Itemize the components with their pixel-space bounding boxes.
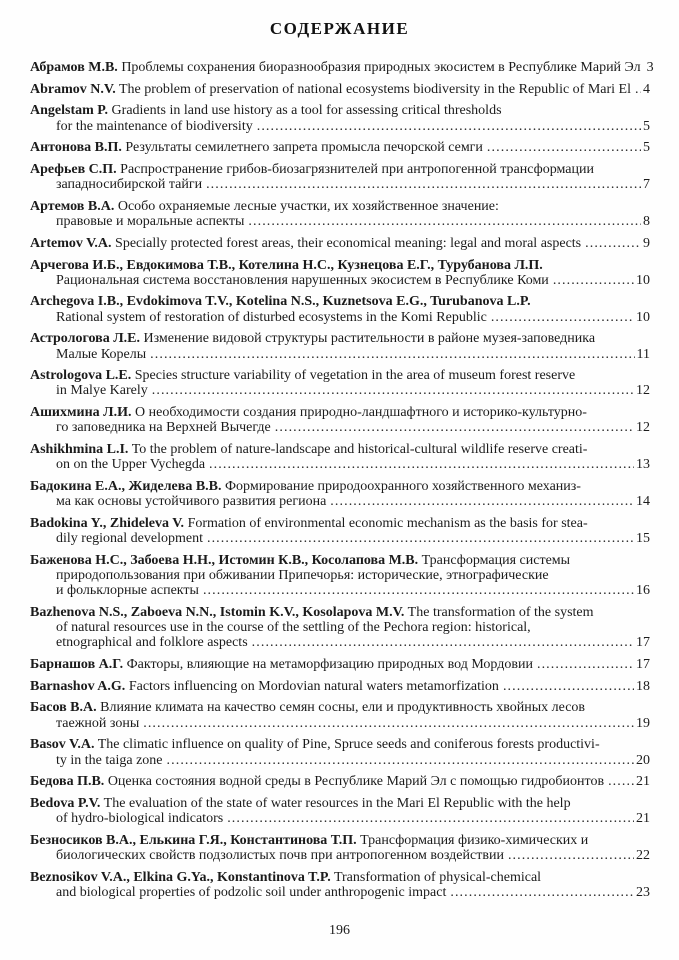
toc-entry-line xyxy=(30,420,650,435)
entry-page-number: 13 xyxy=(636,457,650,473)
toc-entry xyxy=(30,199,650,229)
toc-entry-authors: Бадокина Е.А., Жиделева В.В. xyxy=(30,478,222,494)
toc-entry-text: Beznosikov V.A., Elkina G.Ya., Konstantinova T.P. Transformation of physical-chemical xyxy=(30,869,542,885)
toc-entry-text: Bazhenova N.S., Zaboeva N.N., Istomin K.V., Kosolapova M.V. The transformation of the system xyxy=(30,604,594,620)
toc-entry-text: правовые и моральные аспекты xyxy=(56,214,245,230)
toc-entry-text: Rational system of restoration of disturbed ecosystems in the Komi Republic xyxy=(56,309,487,325)
page-footer-number: 196 xyxy=(329,923,350,938)
toc-entry-text: on on the Upper Vychegda xyxy=(56,457,206,473)
toc-entry xyxy=(30,553,650,599)
toc-entry-line xyxy=(30,848,650,863)
toc-entry-authors: Басов В.А. xyxy=(30,700,97,716)
entry-page-number: 21 xyxy=(636,774,650,790)
toc-entry-line xyxy=(30,494,650,509)
entry-page-number: 7 xyxy=(643,177,650,193)
entry-page-number: 11 xyxy=(636,346,650,362)
toc-entry-line xyxy=(30,214,650,229)
toc-entry-text: и фольклорные аспекты xyxy=(56,583,199,599)
toc-entry-text: Арефьев С.П. Распространение грибов-биозагрязнителей при антропогенной трансформации xyxy=(30,162,594,178)
dot-leader xyxy=(503,679,634,694)
entry-page-number: 3 xyxy=(646,60,654,75)
dot-leader xyxy=(167,753,634,768)
toc-entry-authors: Барнашов А.Г. xyxy=(30,657,124,672)
toc-entry xyxy=(30,870,650,900)
toc-entry xyxy=(30,236,650,251)
toc-entry-text: Астрологова Л.Е. Изменение видовой структуры растительности в районе музея-заповедника xyxy=(30,331,596,347)
toc-entry-line xyxy=(30,635,650,650)
toc-entry-line xyxy=(30,258,650,273)
dot-leader xyxy=(508,848,634,863)
toc-entry-line xyxy=(30,568,650,583)
toc-entry xyxy=(30,833,650,863)
toc-entry-authors: Антонова В.П. xyxy=(30,140,122,156)
toc-entry-line xyxy=(30,331,650,346)
toc-entry-text: Barnashov A.G. Factors influencing on Mordovian natural waters metamorfization xyxy=(30,678,499,694)
toc-entry-text: го заповедника на Верхней Вычегде xyxy=(56,420,271,436)
toc-entry-text: and biological properties of podzolic soil under anthropogenic impact xyxy=(56,884,447,900)
toc-entry-authors: Арчегова И.Б., Евдокимова Т.В., Котелина Н.С., Кузнецова Е.Г., Турубанова Л.П. xyxy=(30,257,543,273)
toc-entry-line xyxy=(30,479,650,494)
dot-leader xyxy=(209,457,634,472)
toc-entry-text: ty in the taiga zone xyxy=(56,752,163,768)
dot-leader xyxy=(635,82,641,97)
toc-entry-authors: Астрологова Л.Е. xyxy=(30,331,140,347)
toc-entry-authors: Ашихмина Л.И. xyxy=(30,405,132,421)
entry-page-number: 19 xyxy=(636,715,650,731)
dot-leader xyxy=(227,811,634,826)
dot-leader xyxy=(491,310,634,325)
toc-entry-line xyxy=(30,516,650,531)
toc-entry-text: Абрамов М.В. Проблемы сохранения биоразнообразия природных экосистем в Республике Марий Эл xyxy=(30,60,641,75)
toc-entry-text: for the maintenance of biodiversity xyxy=(56,118,253,134)
toc-entry-line xyxy=(30,870,650,885)
toc-entry-line xyxy=(30,700,650,715)
entry-page-number: 9 xyxy=(643,235,650,251)
toc-entry-text: dily regional development xyxy=(56,531,203,547)
entry-page-number: 22 xyxy=(636,848,650,864)
toc-entry xyxy=(30,140,650,155)
dot-leader xyxy=(257,119,641,134)
dot-leader xyxy=(608,774,634,789)
entry-page-number: 18 xyxy=(636,678,650,694)
toc-entry-text: Basov V.A. The climatic influence on quality of Pine, Spruce seeds and coniferous forests productivi- xyxy=(30,737,600,753)
toc-entry-line xyxy=(30,737,650,752)
toc-entry xyxy=(30,442,650,472)
toc-entry-line xyxy=(30,442,650,457)
toc-entry xyxy=(30,657,650,672)
entry-page-number: 12 xyxy=(636,420,650,436)
toc-entry xyxy=(30,162,650,192)
toc-entry xyxy=(30,796,650,826)
toc-entry xyxy=(30,103,650,133)
toc-entry-text xyxy=(30,258,543,273)
toc-entry-line xyxy=(30,199,650,214)
dot-leader xyxy=(248,214,641,229)
toc-entry-line xyxy=(30,368,650,383)
entry-page-number: 15 xyxy=(636,531,650,547)
toc-entry-text: Баженова Н.С., Забоева Н.Н., Истомин К.В., Косолапова М.В. Трансформация системы xyxy=(30,552,571,568)
toc-entry-text: Angelstam P. Gradients in land use history as a tool for assessing critical thresholds xyxy=(30,103,502,119)
toc-entry xyxy=(30,294,650,324)
toc-entry-text: Ashikhmina L.I. To the problem of nature-landscape and historical-cultural wildlife reserve creati- xyxy=(30,442,588,458)
toc-entry-text: of natural resources use in the course of the settling of the Pechora region: historical, xyxy=(56,620,531,636)
entry-page-number: 23 xyxy=(636,884,650,900)
toc-entry-authors: Basov V.A. xyxy=(30,737,95,753)
toc-entry-text: Барнашов А.Г. Факторы, влияющие на метаморфизацию природных вод Мордовии xyxy=(30,657,533,672)
entry-page-number: 14 xyxy=(636,494,650,510)
toc-entry-text: Astrologova L.E. Species structure variability of vegetation in the area of museum forest reserve xyxy=(30,368,576,384)
page-title: СОДЕРЖАНИЕ xyxy=(269,19,410,38)
toc-entry-authors: Артемов В.А. xyxy=(30,198,115,214)
entry-page-number: 5 xyxy=(643,118,650,134)
toc-entry-text: таежной зоны xyxy=(56,715,140,731)
toc-entry-authors: Badokina Y., Zhideleva V. xyxy=(30,515,185,531)
entry-page-number: 8 xyxy=(643,214,650,230)
toc-entry-authors: Archegova I.B., Evdokimova T.V., Kotelina N.S., Kuznetsova E.G., Turubanova L.P. xyxy=(30,294,531,310)
toc-entry-text: Abramov N.V. The problem of preservation of national ecosystems biodiversity in the Republic of Mari El xyxy=(30,81,631,97)
entry-page-number: 21 xyxy=(636,811,650,827)
toc-entry-line xyxy=(30,553,650,568)
toc-entry-line xyxy=(30,294,650,309)
toc-entry xyxy=(30,331,650,361)
dot-leader xyxy=(585,236,641,251)
toc-entry-line xyxy=(30,273,650,288)
toc-entry-line xyxy=(30,236,650,251)
toc-entry xyxy=(30,516,650,546)
toc-entry-line xyxy=(30,774,650,789)
toc-entry-text: Антонова В.П. Результаты семилетнего запрета промысла печорской семги xyxy=(30,140,483,156)
toc-entry-line xyxy=(30,620,650,635)
entry-page-number: 20 xyxy=(636,752,650,768)
toc-entry-authors: Abramov N.V. xyxy=(30,81,116,97)
dot-leader xyxy=(275,420,634,435)
toc-entry-text: Безносиков В.А., Елькина Г.Я., Константинова Т.П. Трансформация физико-химических и xyxy=(30,832,589,848)
toc-entry-authors: Арефьев С.П. xyxy=(30,162,117,178)
toc-entry xyxy=(30,700,650,730)
entry-page-number: 4 xyxy=(643,81,650,97)
toc-entry-authors: Barnashov A.G. xyxy=(30,678,126,694)
toc-entry xyxy=(30,258,650,288)
toc-entry-authors: Ashikhmina L.I. xyxy=(30,442,129,458)
toc-entry-line xyxy=(30,657,650,672)
toc-entry-line xyxy=(30,811,650,826)
toc-entry-text: Малые Корелы xyxy=(56,346,147,362)
toc-entry-text: Артемов В.А. Особо охраняемые лесные участки, их хозяйственное значение: xyxy=(30,198,499,214)
toc-entry-line xyxy=(30,140,650,155)
toc-entry-text: Badokina Y., Zhideleva V. Formation of environmental economic mechanism as the basis for stea- xyxy=(30,515,588,531)
toc-entry-text xyxy=(30,294,531,309)
dot-leader xyxy=(203,583,634,598)
toc-entry-line xyxy=(30,383,650,398)
toc-entry-authors: Astrologova L.E. xyxy=(30,368,132,384)
toc-entry-authors: Angelstam P. xyxy=(30,103,109,119)
toc-entry-line xyxy=(30,753,650,768)
toc-entry-text: Ашихмина Л.И. О необходимости создания природно-ландшафтного и историко-культурно- xyxy=(30,405,587,421)
toc-entry xyxy=(30,679,650,694)
toc-entry-line xyxy=(30,679,650,694)
toc-entry-line xyxy=(30,716,650,731)
dot-leader xyxy=(207,531,634,546)
toc-entry-line xyxy=(30,605,650,620)
table-of-contents xyxy=(30,60,654,900)
toc-entry-line xyxy=(30,162,650,177)
toc-entry-line xyxy=(30,82,650,97)
toc-entry-text: ма как основы устойчивого развития региона xyxy=(56,494,327,510)
toc-entry-line xyxy=(30,833,650,848)
entry-page-number: 17 xyxy=(636,635,650,651)
toc-entry-authors: Beznosikov V.A., Elkina G.Ya., Konstantinova T.P. xyxy=(30,869,331,885)
toc-entry-text: Bedova P.V. The evaluation of the state of water resources in the Mari El Republic with the help xyxy=(30,795,571,811)
toc-entry-line xyxy=(30,310,650,325)
toc-entry-text: in Malye Karely xyxy=(56,383,148,399)
dot-leader xyxy=(330,494,634,509)
entry-page-number: 10 xyxy=(636,309,650,325)
entry-page-number: 12 xyxy=(636,383,650,399)
toc-entry xyxy=(30,774,650,789)
toc-entry-text: Рациональная система восстановления нарушенных экосистем в Республике Коми xyxy=(56,272,549,288)
toc-entry-text: биологических свойств подзолистых почв при антропогенном воздействии xyxy=(56,848,504,864)
dot-leader xyxy=(553,273,634,288)
toc-entry-line xyxy=(30,531,650,546)
toc-entry-line xyxy=(30,583,650,598)
dot-leader xyxy=(487,140,641,155)
toc-entry-authors: Artemov V.A. xyxy=(30,235,112,251)
toc-entry-line xyxy=(30,60,654,75)
entry-page-number: 17 xyxy=(636,657,650,672)
toc-entry-line xyxy=(30,885,650,900)
toc-entry-line xyxy=(30,457,650,472)
toc-entry-text: Бедова П.В. Оценка состояния водной среды в Республике Марий Эл с помощью гидробионтов xyxy=(30,774,605,790)
toc-entry-text: of hydro-biological indicators xyxy=(56,811,224,827)
entry-page-number: 16 xyxy=(636,583,650,599)
toc-entry-authors: Абрамов М.В. xyxy=(30,60,118,75)
toc-entry-text: Басов В.А. Влияние климата на качество семян сосны, ели и продуктивность хвойных лесов xyxy=(30,700,586,716)
dot-leader xyxy=(143,716,634,731)
toc-entry-line xyxy=(30,796,650,811)
toc-entry xyxy=(30,368,650,398)
toc-entry xyxy=(30,605,650,651)
dot-leader xyxy=(537,657,634,672)
toc-entry xyxy=(30,405,650,435)
dot-leader xyxy=(252,635,634,650)
toc-entry-text: etnographical and folklore aspects xyxy=(56,635,248,651)
toc-entry-text: Artemov V.A. Specially protected forest areas, their economical meaning: legal and moral aspects xyxy=(30,235,582,251)
toc-entry-text: западносибирской тайги xyxy=(56,177,203,193)
toc-entry xyxy=(30,737,650,767)
dot-leader xyxy=(450,885,634,900)
toc-entry-line xyxy=(30,119,650,134)
toc-entry-authors: Бедова П.В. xyxy=(30,774,105,790)
entry-page-number: 10 xyxy=(636,272,650,288)
dot-leader xyxy=(206,177,641,192)
toc-entry-line xyxy=(30,405,650,420)
toc-entry-line xyxy=(30,177,650,192)
toc-entry-authors: Баженова Н.С., Забоева Н.Н., Истомин К.В., Косолапова М.В. xyxy=(30,552,419,568)
dot-leader xyxy=(152,383,634,398)
toc-entry xyxy=(30,479,650,509)
toc-entry-text: Бадокина Е.А., Жиделева В.В. Формирование природоохранного хозяйственного механиз- xyxy=(30,478,581,494)
toc-entry xyxy=(30,82,650,97)
entry-page-number: 5 xyxy=(643,140,650,156)
toc-entry-authors: Безносиков В.А., Елькина Г.Я., Константинова Т.П. xyxy=(30,832,357,848)
toc-entry-line xyxy=(30,347,650,362)
dot-leader xyxy=(150,347,634,362)
toc-entry-authors: Bedova P.V. xyxy=(30,795,101,811)
toc-entry-text: природопользования при обживании Припечорья: исторические, этнографические xyxy=(56,567,549,583)
toc-entry xyxy=(30,60,654,75)
toc-entry-authors: Bazhenova N.S., Zaboeva N.N., Istomin K.V., Kosolapova M.V. xyxy=(30,604,405,620)
toc-entry-line xyxy=(30,103,650,118)
